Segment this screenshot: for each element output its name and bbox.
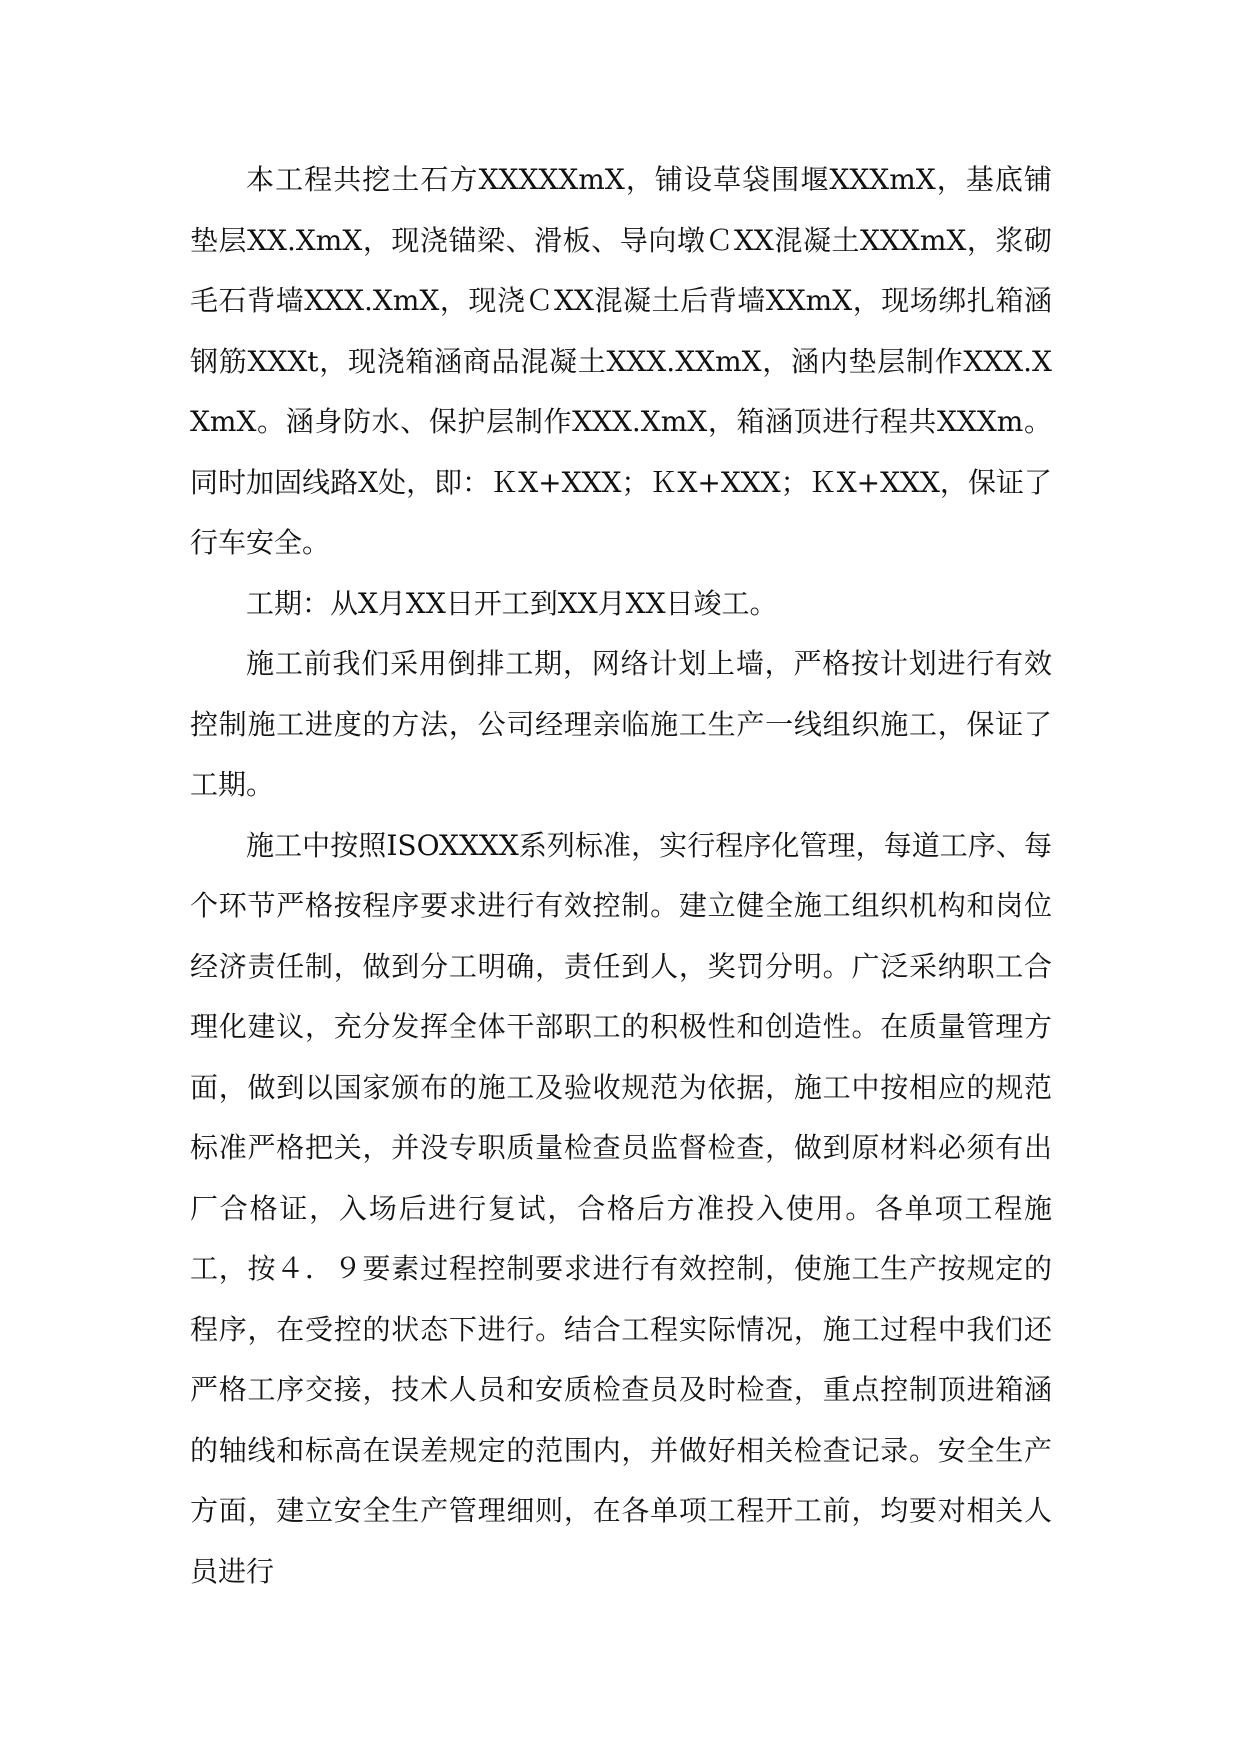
paragraph-quality-safety-management: 施工中按照ISOXXXX系列标准，实行程序化管理，每道工序、每个环节严格按程序要求进行有效控制。建立健全施工组织机构和岗位经济责任制，做到分工明确，责任到人，奖罚分明。广泛采纳职工合理化建议，充分发挥全体干部职工的积极性和创造性。在质量管理方面，做到以国家颁布的施工及验收规范为依据，施工中按相应的规范标准严格把关，并没专职质量检查员监督检查，做到原材料必须有出厂合格证，入场后进行复试，合格后方准投入使用。各单项工程施工，按４．９要素过程控制要求进行有效控制，使施工生产按规定的程序，在受控的状态下进行。结合工程实际情况，施工过程中我们还严格工序交接，技术人员和安质检查员及时检查，重点控制顶进箱涵的轴线和标高在误差规定的范围内，并做好相关检查记录。安全生产方面，建立安全生产管理细则，在各单项工程开工前，均要对相关人员进行 — [190, 828, 1052, 1588]
paragraph-construction-period: 工期：从X月XX日开工到XX月XX日竣工。 — [246, 586, 778, 620]
paragraph-schedule-control: 施工前我们采用倒排工期，网络计划上墙，严格按计划进行有效控制施工进度的方法，公司经理亲临施工生产一线组织施工，保证了工期。 — [190, 647, 1052, 801]
document-page — [190, 150, 1052, 1602]
paragraph-project-quantities: 本工程共挖土石方XXXXXmX，铺设草袋围堰XXXmX，基底铺垫层XX.XmX，现浇锚梁、滑板、导向墩ＣXX混凝土XXXmX，浆砌毛石背墙XXX.XmX，现浇ＣXX混凝土后背墙XXmX，现场绑扎箱涵钢筋XXXt，现浇箱涵商品混凝土XXX.XXmX，涵内垫层制作XXX.XXmX。涵身防水、保护层制作XXX.XmX，箱涵顶进行程共XXXm。同时加固线路X处，即：ＫX+XXX；ＫX+XXX；ＫX+XXX，保证了行车安全。 — [190, 163, 1052, 559]
